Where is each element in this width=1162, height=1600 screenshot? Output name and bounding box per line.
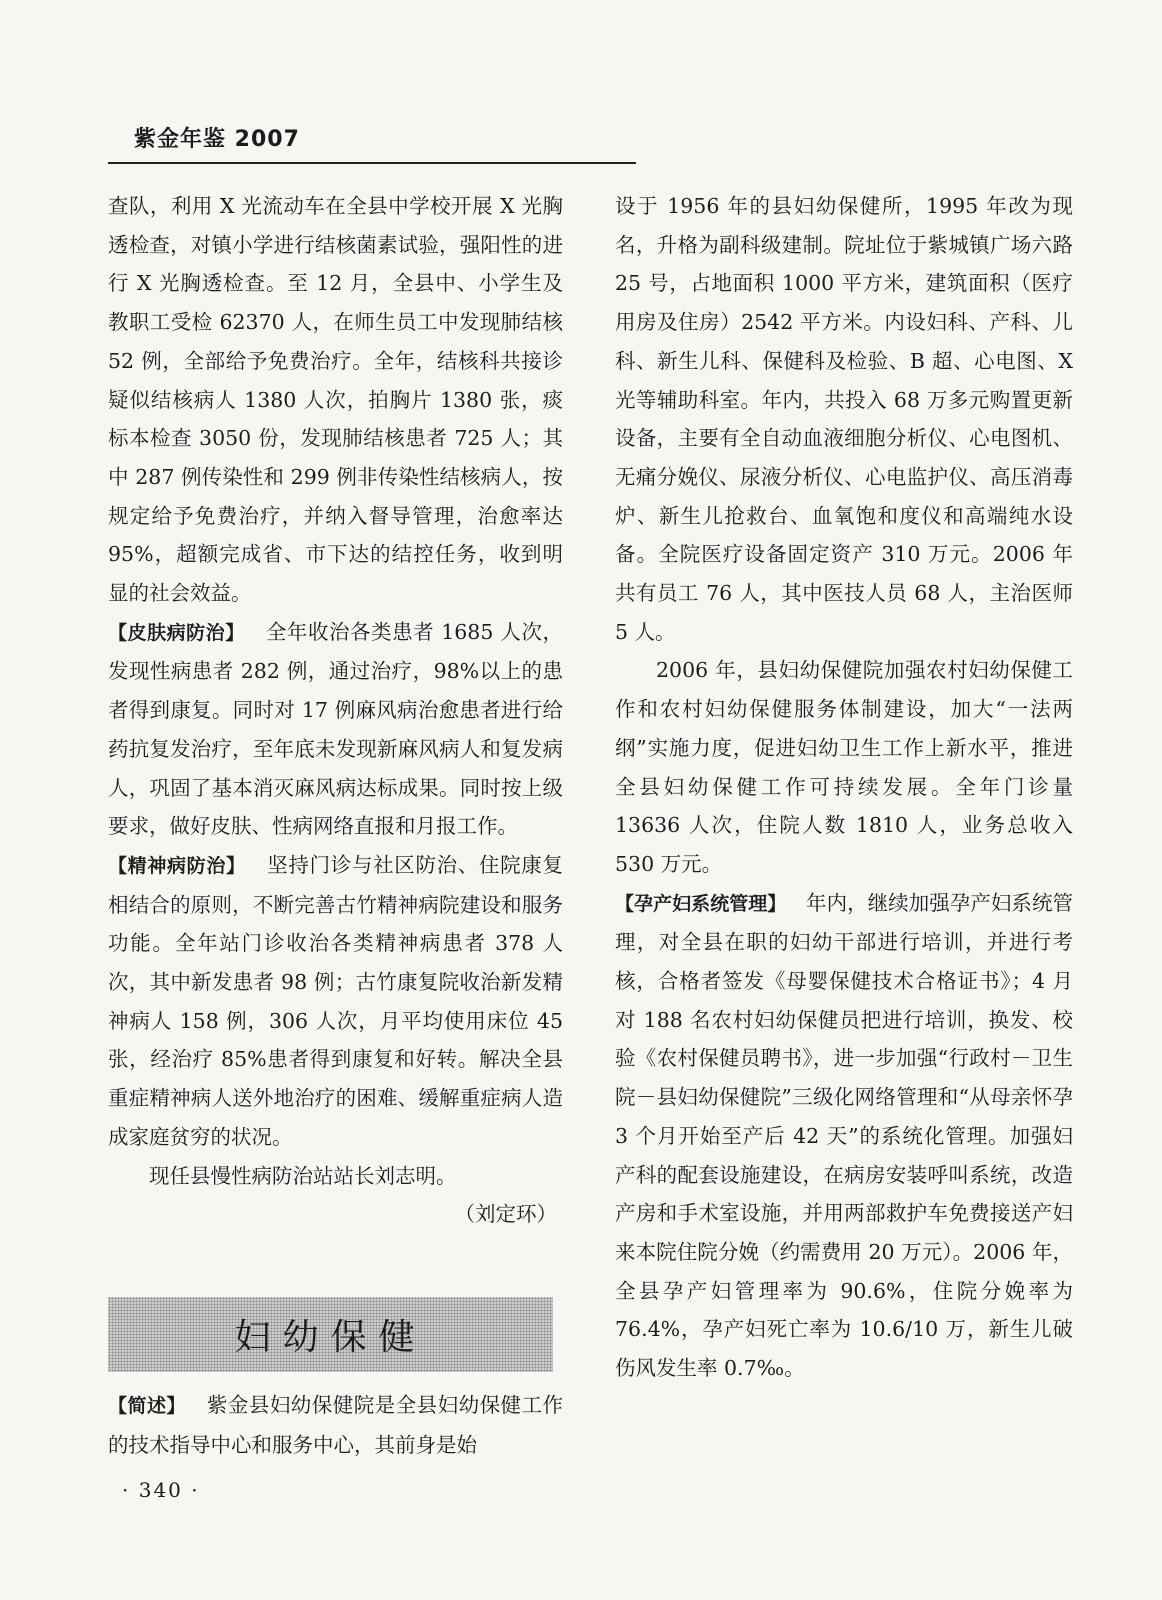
director-line: 现任县慢性病防治站站长刘志明。	[149, 1163, 457, 1188]
mental-illness-heading: 【精神病防治】	[108, 854, 246, 877]
mental-illness-text: 坚持门诊与社区防治、住院康复相结合的原则，不断完善古竹精神病院建设和服务功能。全年站门诊收治各类精神病患者 378 人次，其中新发患者 98 例；古竹康复院收治新发精神病人 158 例，306 人次，月平均使用床位 45 张，经治疗 85%患者得到康复和好转。解决全县重症精神病人送外地治疗的困难、缓解重症病人造成家庭贫穷的状况。	[108, 852, 563, 1149]
tuberculosis-paragraph: 查队，利用 X 光流动车在全县中学校开展 X 光胸透检查，对镇小学进行结核菌素试验，强阳性的进行 X 光胸透检查。至 12 月，全县中、小学生及教职工受检 62370 人，在师生员工中发现肺结核 52 例，全部给予免费治疗。全年，结核科共接诊疑似结核病人 1380 人次，拍胸片 1380 张，痰标本检查 3050 份，发现肺结核患者 725 人；其中 287 例传染性和 299 例非传染性结核病人，按规定给予免费治疗，并纳入督导管理，治愈率达 95%，超额完成省、市下达的结控任务，收到明显的社会效益。	[108, 194, 563, 606]
section-title: 妇幼保健	[234, 1317, 427, 1358]
running-header-title: 紫金年鉴 2007	[134, 127, 300, 152]
maternal-management-paragraph	[615, 884, 1073, 1388]
maternal-management-text: 年内，继续加强孕产妇系统管理，对全县在职的妇幼干部进行培训，并进行考核，合格者签发《母婴保健技术合格证书》；4 月对 188 名农村妇幼保健员把进行培训，换发、校验《农村保健员聘书》，进一步加强“行政村－卫生院－县妇幼保健院”三级化网络管理和“从母亲怀孕 3 个月开始至产后 42 天”的系统化管理。加强妇产科的配套设施建设，在病房安装呼叫系统，改造产房和手术室设施，并用两部救护车免费接送产妇来本院住院分娩（约需费用 20 万元）。2006 年，全县孕产妇管理率为 90.6%，住院分娩率为 76.4%，孕产妇死亡率为 10.6/10 万，新生儿破伤风发生率 0.7‰。	[615, 890, 1073, 1381]
right-column	[615, 187, 1073, 1388]
header-rule	[108, 162, 636, 164]
maternal-management-heading: 【孕产妇系统管理】	[615, 892, 787, 915]
skin-disease-text: 全年收治各类患者 1685 人次，发现性病患者 282 例，通过治疗，98%以上的患者得到康复。同时对 17 例麻风病治愈患者进行给药抗复发治疗，至年底未发现新麻风病人和复发病人，巩固了基本消灭麻风病达标成果。同时按上级要求，做好皮肤、性病网络直报和月报工作。	[108, 619, 563, 839]
left-column	[108, 187, 563, 1234]
author-signature: （刘定环）	[454, 1202, 557, 1227]
overview-heading: 【简述】	[108, 1395, 186, 1417]
skin-disease-heading: 【皮肤病防治】	[108, 621, 245, 644]
mental-illness-paragraph	[108, 846, 563, 1157]
section-banner	[108, 1297, 553, 1372]
hospital-2006-paragraph: 2006 年，县妇幼保健院加强农村妇幼保健工作和农村妇幼保健服务体制建设，加大“一法两纲”实施力度，促进妇幼卫生工作上新水平，推进全县妇幼保健工作可持续发展。全年门诊量 13636 人次，住院人数 1810 人，业务总收入 530 万元。	[615, 658, 1073, 876]
overview-paragraph	[108, 1386, 563, 1464]
skin-disease-paragraph	[108, 613, 563, 846]
page-number: · 340 ·	[122, 1478, 200, 1502]
left-column-bottom	[108, 1386, 563, 1464]
hospital-overview-paragraph: 设于 1956 年的县妇幼保健所，1995 年改为现名，升格为副科级建制。院址位于紫城镇广场六路 25 号，占地面积 1000 平方米，建筑面积（医疗用房及住房）2542 平方米。内设妇科、产科、儿科、新生儿科、保健科及检验、B 超、心电图、X 光等辅助科室。年内，共投入 68 万多元购置更新设备，主要有全自动血液细胞分析仪、心电图机、无痛分娩仪、尿液分析仪、心电监护仪、高压消毒炉、新生儿抢救台、血氧饱和度仪和高端纯水设备。全院医疗设备固定资产 310 万元。2006 年共有员工 76 人，其中医技人员 68 人，主治医师 5 人。	[615, 194, 1073, 644]
overview-text: 紫金县妇幼保健院是全县妇幼保健工作的技术指导中心和服务中心，其前身是始	[108, 1393, 563, 1457]
